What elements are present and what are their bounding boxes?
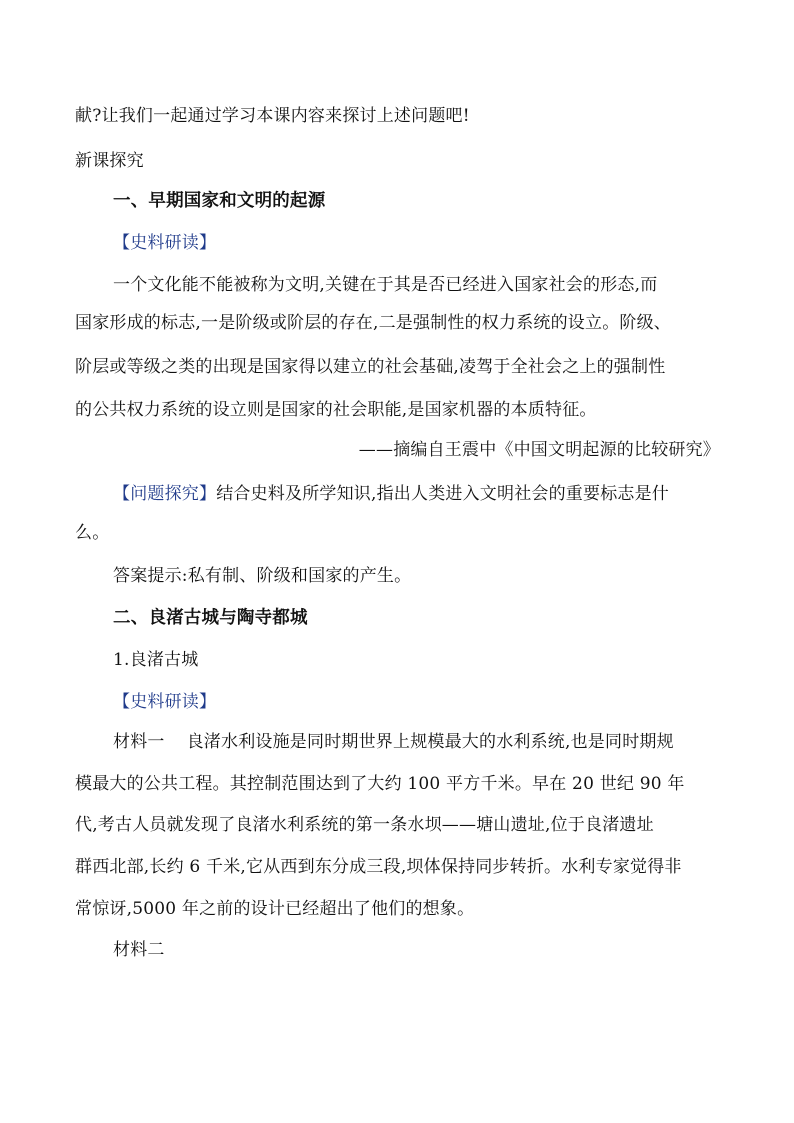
material1-first-line <box>113 730 725 754</box>
section2-heading: 二、良渚古城与陶寺都城 <box>113 608 308 628</box>
section1-material-line: 国家形成的标志,一是阶级或阶层的存在,二是强制性的权力系统的设立。阶级、 <box>75 313 672 333</box>
section1-material-line: 一个文化能不能被称为文明,关键在于其是否已经进入国家社会的形态,而 <box>113 275 658 295</box>
section1-heading: 一、早期国家和文明的起源 <box>113 191 326 211</box>
section1-material-tag: 【史料研读】 <box>113 233 217 253</box>
section1-question <box>113 482 725 506</box>
section1-answer: 答案提示:私有制、阶级和国家的产生。 <box>113 566 412 586</box>
section2-subheading: 1.良渚古城 <box>113 650 199 670</box>
new-lesson-label: 新课探究 <box>75 151 144 171</box>
section1-material-line: 的公共权力系统的设立则是国家的社会职能,是国家机器的本质特征。 <box>75 400 597 420</box>
section1-question-continued: 么。 <box>75 523 110 543</box>
material1-label: 材料一 <box>113 732 165 752</box>
material1-line: 良渚水利设施是同时期世界上规模最大的水利系统,也是同时期规 <box>186 732 674 752</box>
section2-material-tag: 【史料研读】 <box>113 692 217 712</box>
material2-label: 材料二 <box>113 940 165 960</box>
material1-line: 代,考古人员就发现了良渚水利系统的第一条水坝——塘山遗址,位于良渚遗址 <box>75 815 654 835</box>
section1-material-line: 阶层或等级之类的出现是国家得以建立的社会基础,凌驾于全社会之上的强制性 <box>75 357 666 377</box>
section1-question-text: 结合史料及所学知识,指出人类进入文明社会的重要标志是什 <box>216 484 670 504</box>
material1-line: 群西北部,长约 6 千米,它从西到东分成三段,坝体保持同步转折。水利专家觉得非 <box>75 857 682 877</box>
section1-citation: ——摘编自王震中《中国文明起源的比较研究》 <box>358 440 720 460</box>
section1-question-tag: 【问题探究】 <box>113 484 217 504</box>
intro-tail-text: 献?让我们一起通过学习本课内容来探讨上述问题吧! <box>75 106 470 126</box>
material1-line: 模最大的公共工程。其控制范围达到了大约 100 平方千米。早在 20 世纪 90 年 <box>75 774 685 794</box>
material1-line: 常惊讶,5000 年之前的设计已经超出了他们的想象。 <box>75 899 475 919</box>
